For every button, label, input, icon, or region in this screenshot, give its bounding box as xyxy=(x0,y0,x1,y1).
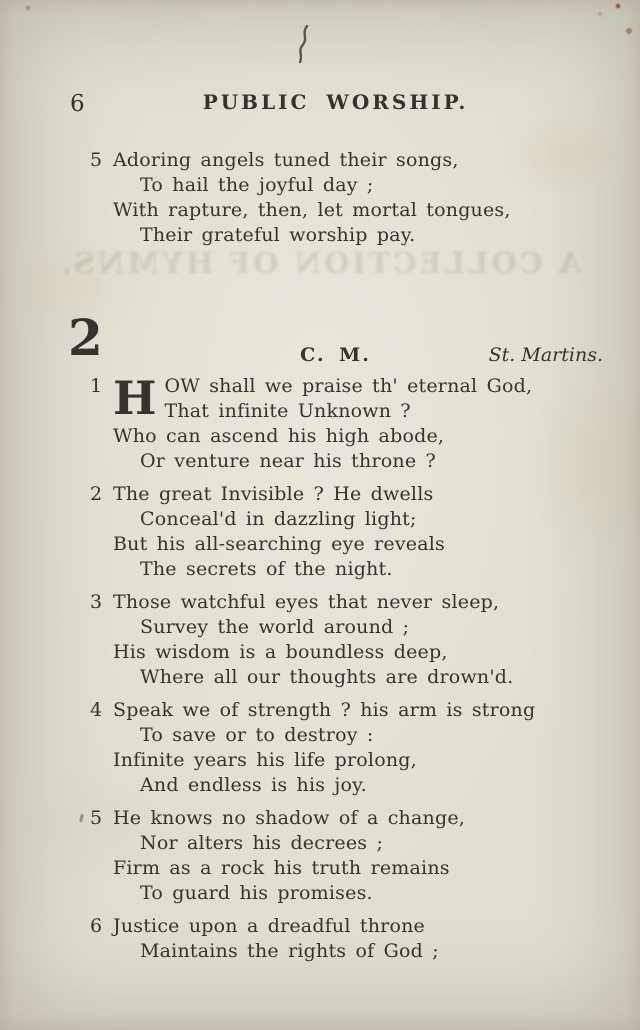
verse-number: 1 xyxy=(90,375,103,397)
verse-number: 4 xyxy=(90,699,103,721)
verse-line: With rapture, then, let mortal tongues, xyxy=(113,199,511,221)
verse-line: Survey the world around ; xyxy=(140,616,410,638)
verse-line: To hail the joyful day ; xyxy=(140,174,374,196)
verse-lines xyxy=(113,371,603,474)
verse-lines xyxy=(113,806,603,906)
verse-line: Firm as a rock his truth remains xyxy=(113,857,450,879)
verse-line: Where all our thoughts are drown'd. xyxy=(140,666,514,688)
verse-lines xyxy=(113,914,603,964)
drop-cap-block xyxy=(113,371,603,425)
verse-line: To save or to destroy : xyxy=(140,724,374,746)
verse-line: Justice upon a dreadful throne xyxy=(113,915,425,937)
verse-line: Nor alters his decrees ; xyxy=(140,832,384,854)
running-title: PUBLIC WORSHIP. xyxy=(202,90,469,114)
verse-lines xyxy=(113,590,603,690)
hymn-verse xyxy=(68,371,603,474)
hymn-verse xyxy=(68,148,603,248)
verse-number: 5 xyxy=(90,149,103,171)
verse-number: 5 xyxy=(90,807,103,829)
verse-lines xyxy=(113,482,603,582)
hymn-number: 2 xyxy=(68,308,103,367)
hymn-verse xyxy=(68,482,603,582)
verse-line: Speak we of strength ? his arm is strong xyxy=(113,699,536,721)
hymn-verse xyxy=(68,806,603,906)
hymn-verse xyxy=(68,914,603,964)
verse-line: He knows no shadow of a change, xyxy=(113,807,465,829)
hymn-tune-name: St. Martins. xyxy=(488,344,603,366)
ink-squiggle-mark xyxy=(292,24,316,66)
verse-line: Or venture near his throne ? xyxy=(140,450,436,472)
page-content xyxy=(68,90,603,972)
hymn-verse xyxy=(68,698,603,798)
verse-number: 6 xyxy=(90,915,103,937)
hymn-heading xyxy=(68,308,603,370)
verse-line: His wisdom is a boundless deep, xyxy=(113,641,448,663)
hymn-verses xyxy=(68,371,603,964)
verse-number: 3 xyxy=(90,591,103,613)
verse-number: 2 xyxy=(90,483,103,505)
verse-line: Adoring angels tuned their songs, xyxy=(113,149,459,171)
previous-hymn-verses xyxy=(68,148,603,248)
drop-cap-letter: H xyxy=(113,371,157,425)
verse-line: Who can ascend his high abode, xyxy=(113,425,445,447)
verse-line: The secrets of the night. xyxy=(140,558,393,580)
verse-line: And endless is his joy. xyxy=(140,774,367,796)
verse-lines xyxy=(113,148,603,248)
verse-line: Infinite years his life prolong, xyxy=(113,749,417,771)
verse-line: That infinite Unknown ? xyxy=(164,400,411,422)
verse-line: Conceal'd in dazzling light; xyxy=(140,508,417,530)
verse-line: Their grateful worship pay. xyxy=(140,224,416,246)
verse-line: OW shall we praise th' eternal God, xyxy=(164,375,533,397)
page-number: 6 xyxy=(70,91,85,117)
page-header xyxy=(68,90,603,120)
hymn-verse xyxy=(68,590,603,690)
verse-line: Maintains the rights of God ; xyxy=(140,940,439,962)
verse-line: Those watchful eyes that never sleep, xyxy=(113,591,500,613)
verse-line: To guard his promises. xyxy=(140,882,373,904)
page-showthrough-text: A COLLECTION OF HYMNS. xyxy=(58,246,582,280)
verse-lines xyxy=(113,698,603,798)
verse-line: The great Invisible ? He dwells xyxy=(113,483,434,505)
verse-line: But his all-searching eye reveals xyxy=(113,533,445,555)
hymn-meter: C. M. xyxy=(300,344,371,366)
